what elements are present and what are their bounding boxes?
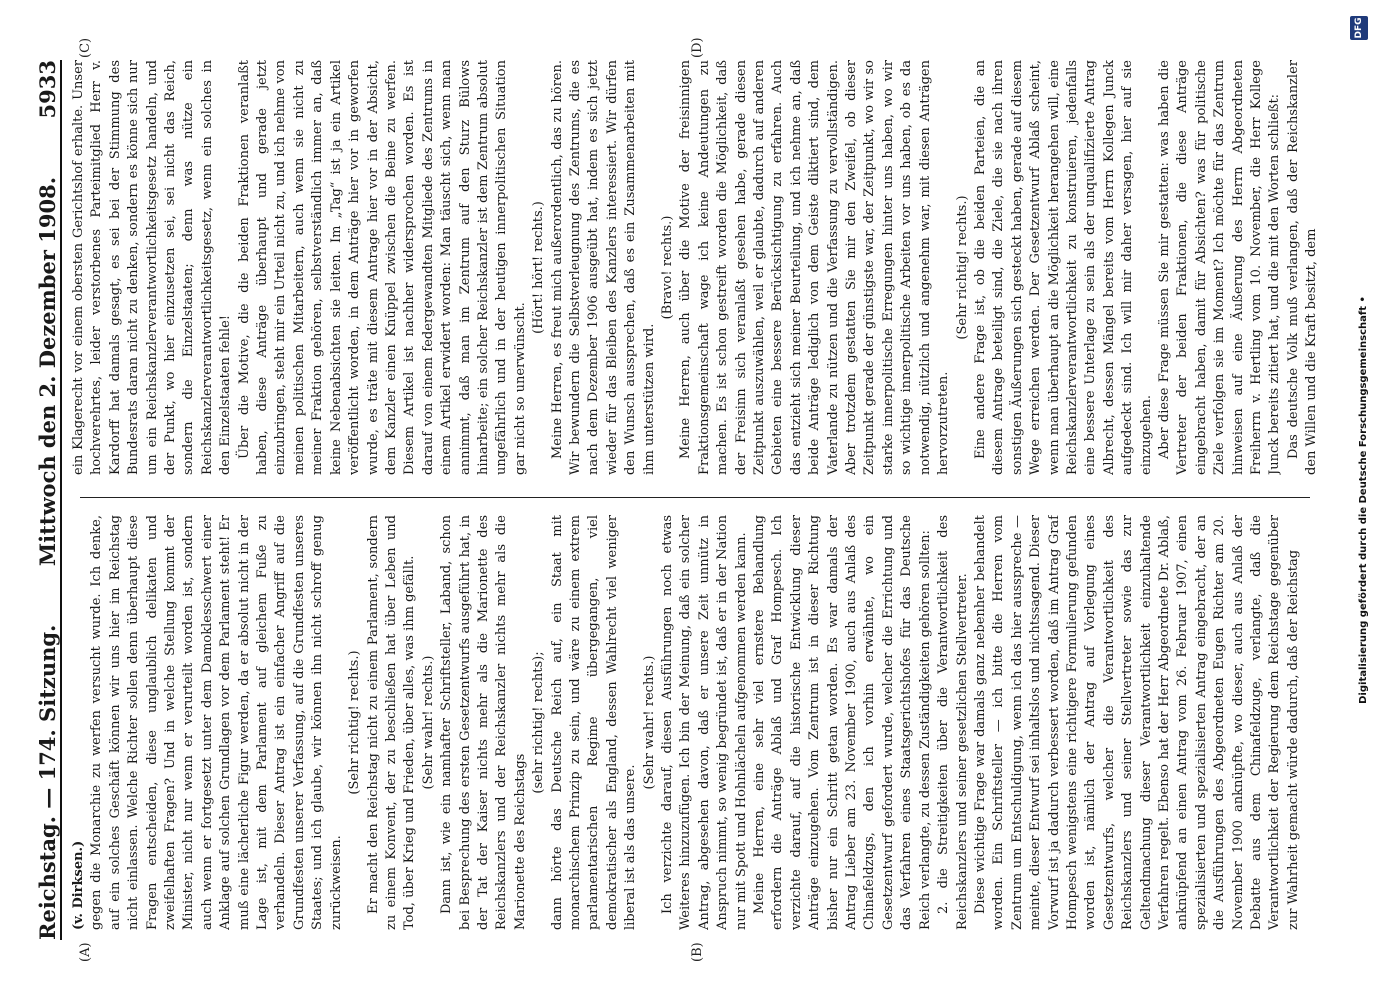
- interjection: (Sehr richtig! rechts.): [347, 650, 363, 795]
- text-paragraph: Er macht den Reichstag nicht zu einem Parlament, sondern zu einem Konvent, der zu beschließen hat über Leben und Tod, über Krieg und Frieden, über alles, was ihm gefällt.: [365, 515, 418, 930]
- text-paragraph: dann hörte das Deutsche Reich auf, ein Staat mit monarchischem Prinzip zu sein, und wäre zu einem extrem parlamentarischen Regime übergegangen, viel demokratischer als England, dessen Wahlrecht viel weniger liberal ist als das unsere.: [549, 515, 639, 930]
- text-paragraph: Ich verzichte darauf, diesen Ausführungen noch etwas Weiteres hinzuzufügen. Ich bin der Meinung, daß ein solcher Antrag, abgesehen davon, daß er unsere Zeit unnütz in Anspruch nimmt, so wenig begründet ist, daß er in der Nation nur mit Spott und Hohnlächeln aufgenommen werden kann.: [660, 515, 749, 930]
- running-head-date: Mittwoch den 2. Dezember 1908.: [35, 176, 60, 567]
- text-paragraph: Meine Herren, es freut mich außerordentlich, das zu hören. Wir bewundern die Selbstverleugnung des Zentrums, die es nach dem Dezember 1906 ausgeübt hat, indem es sich jetzt wieder für das Bleiben des Kanzlers interessiert. Wir dürfen den Wunsch aussprechen, daß es ein Zusammenarbeiten mit ihm unterstützen wird.: [549, 60, 657, 475]
- running-head: [20, 60, 62, 940]
- right-text-column: [70, 60, 1320, 475]
- margin-marker-c: (C): [78, 37, 93, 58]
- page-number: 5933: [35, 60, 60, 119]
- text-paragraph: Aber diese Frage müssen Sie mir gestatten: was haben die Vertreter der beiden Fraktionen, die diese Anträge eingebracht haben, damit für Absichten? was für politische Ziele verfolgen sie im Moment? Ich möchte für das Zentrum hinweisen auf eine Äußerung des Herrn Abgeordneten Freiherrn v. Hertling vom 10. November, die Herr Kollege Junck bereits zitiert hat, und die mit den Worten schließt:: [1156, 60, 1283, 475]
- text-paragraph: Über die Motive, die die beiden Fraktionen veranlaßt haben, diese Anträge überhaupt und gerade jetzt einzubringen, steht mir ein Urteil nicht zu, und ich nehme von meinen politischen Mitarbeitern, auch wenn sie nicht zu meiner Fraktion gehören, selbstverständlich immer an, daß keine Nebenabsichten sie leiten. Im „Tag“ ist ja ein Artikel veröffentlicht worden, in dem Anträge hier vor in geworfen wurde, es träte mit diesem Antrage hier vor in der Absicht, dem Kanzler einen Knüppel zwischen die Beine zu werfen. Diesem Artikel ist nachher widersprochen worden. Es ist darauf von einem federgewandten Mitgliede des Zentrums in einem Artikel erwidert worden: Man täuscht sich, wenn man annimmt, daß man im Zentrum auf den Sturz Bülows hinarbeite; ein solcher Reichskanzler ist dem Zentrum absolut ungefährlich und in der heutigen innerpolitischen Situation gar nicht so unerwünscht.: [236, 60, 528, 475]
- margin-marker-d: (D): [690, 37, 705, 58]
- text-paragraph: ein Klagerecht vor einem obersten Gerichtshof erhalte. Unser hochverehrtes, leider verstorbenes Parteimitglied Herr v. Kardorff hat damals gesagt, es sei bei der Stimmung des Bundesrats daran nicht zu denken, sondern es könne sich nur um ein Reichskanzlerverantwortlichkeitsgesetz handeln, und der Punkt, wo hier einzusetzen sei, sei nicht das Reich, sondern die Einzelstaaten; denn was nütze ein Reichskanzlerverantwortlichkeitsgesetz, wenn ein solches in den Einzelstaaten fehle!: [71, 60, 234, 475]
- text-paragraph: Meine Herren, eine sehr viel ernstere Behandlung erfordern die Anträge Ablaß und Graf Hompesch. Ich verzichte darauf, auf die historische Entwicklung dieser Anträge einzugehen. Vom Zentrum ist in dieser Richtung bisher nur ein Schritt getan worden. Es war damals der Antrag Lieber am 23. November 1900, auch aus Anlaß des Chinafeldzugs, den ich vorhin erwähnte, wo ein Gesetzentwurf gefordert wurde, welcher die Errichtung und das Verfahren eines Staatsgerichtshofes für das Deutsche Reich verlangte, zu dessen Zuständigkeiten gehören sollten:: [752, 515, 933, 930]
- interjection: (Hört! hört! rechts.): [531, 201, 547, 334]
- margin-marker-a: (A): [78, 942, 93, 962]
- digitization-credit: Digitalisierung gefördert durch die Deutsche Forschungsgemeinschaft •: [1358, 296, 1369, 704]
- interjection: (Bravo! rechts.): [660, 215, 675, 320]
- interjection: (Sehr richtig! rechts.): [954, 195, 970, 340]
- interjection: (Sehr wahr! rechts.): [420, 655, 436, 790]
- text-paragraph: gegen die Monarchie zu werfen versucht wurde. Ich denke, auf ein solches Geschäft können wir uns hier im Reichstag nicht einlassen. Welche Richter sollen denn überhaupt diese Fragen entscheiden, diese unglaublich delikaten und zweifelhaften Fragen? Und in welche Stellung kommt der Minister, nicht nur wenn er verurteilt worden ist, sondern auch wenn er fortgesetzt unter dem Damoklesschwert einer Anklage auf solchen Grundlagen vor dem Parlament steht! Er muß eine lächerliche Figur werden, da er absolut nicht in der Lage ist, mit dem Parlament auf gleichem Fuße zu verhandeln. Dieser Antrag ist ein einfacher Angriff auf die Grundfesten unserer Verfassung, auf die Grundfesten unseres Staates; und ich glaube, wir können ihn nicht schroff genug zurückweisen.: [89, 515, 344, 930]
- dfg-logo: DFG: [1350, 16, 1368, 40]
- speaker-name: (v. Dirksen.): [71, 840, 86, 930]
- text-paragraph: Das deutsche Volk muß verlangen, daß der Reichskanzler den Willen und die Kraft besitzt, dem: [1285, 60, 1320, 475]
- interjection: (Sehr wahr! rechts.): [641, 655, 657, 790]
- text-paragraph: Meine Herren, auch über die Motive der freisinnigen Fraktionsgemeinschaft wage ich keine Andeutungen zu machen. Es ist schon gestreift worden die Möglichkeit, daß der Freisinn sich veranlaßt gesehen habe, gerade diesen Zeitpunkt auszuwählen, weil er glaubte, dadurch auf anderen Gebieten eine bessere Berücksichtigung zu erfahren. Auch das entzieht sich meiner Beurteilung, und ich nehme an, daß beide Anträge lediglich von dem Geiste diktiert sind, dem Vaterlande zu nützen und die Verfassung zu vervollständigen. Aber trotzdem gestatten Sie mir den Zweifel, ob dieser Zeitpunkt gerade der günstigste war, der Zeitpunkt, wo wir so starke innerpolitische Erregungen hinter uns haben, wo wir so wichtige innerpolitische Arbeiten vor uns haben, ob es da notwendig, nützlich und angenehm war, mit diesen Anträgen hervorzutreten.: [678, 60, 952, 475]
- interjection: (sehr richtig! rechts);: [531, 651, 547, 794]
- running-head-left: Reichstag. — 174. Sitzung.: [35, 624, 60, 940]
- left-text-column: [70, 515, 1320, 930]
- column-divider: [80, 497, 1310, 498]
- text-paragraph: Diese wichtige Frage war damals ganz nebenher behandelt worden. Ein Schriftsteller — ich bitte die Herren vom Zentrum um Entschuldigung, wenn ich das hier ausspreche — meinte, dieser Entwurf sei inhaltslos und nichtssagend. Dieser Vorwurf ist ja dadurch verbessert worden, daß im Antrag Graf Hompesch wenigstens eine richtigere Formulierung gefunden worden ist, nämlich der Antrag auf Vorlegung eines Gesetzentwurfs, welcher die Verantwortlichkeit des Reichskanzlers und seiner Stellvertreter sowie das zur Geltendmachung dieser Verantwortlichkeit einzuhaltende Verfahren regelt. Ebenso hat der Herr Abgeordnete Dr. Ablaß, anknüpfend an einen Antrag vom 26. Februar 1907, einen spezialisierten und spezialisierten Antrag eingebracht, der an die Ausführungen des Abgeordneten Eugen Richter am 20. November 1900 anknüpfte, wo dieser, auch aus Anlaß der Debatte aus dem Chinafeldzuge, verlangte, daß die Verantwortlichkeit der Regierung dem Reichstage gegenüber zur Wahrheit gemacht würde dadurch, daß der Reichstag: [972, 515, 1301, 930]
- text-paragraph: 2. die Streitigkeiten über die Verantwortlichkeit des Reichskanzlers und seiner gesetzlichen Stellvertreter.: [936, 515, 970, 930]
- margin-marker-b: (B): [690, 942, 705, 962]
- text-paragraph: Eine andere Frage ist, ob die beiden Parteien, die an diesem Antrage beteiligt sind, die Ziele, die sie nach ihren sonstigen Äußerungen sich gesteckt haben, gerade auf diesem Wege erreichen werden. Der Gesetzentwurf Ablaß scheint, wenn man überhaupt an die Möglichkeit herangehen will, eine Reichskanzlerverantwortlichkeit zu konstruieren, jedenfalls eine bessere Unterlage zu sein als der unqualifizierte Antrag Albrecht, dessen Mängel bereits vom Herrn Kollegen Junck aufgedeckt sind. Ich will mir daher versagen, hier auf sie einzugehen.: [972, 60, 1154, 475]
- text-paragraph: Dann ist, wie ein namhafter Schriftsteller, Laband, schon bei Besprechung des ersten Gesetzentwurfs ausgeführt hat, in der Tat der Kaiser nichts mehr als die Marionette des Reichskanzlers und der Reichskanzler nichts mehr als die Marionette des Reichstags: [439, 515, 528, 930]
